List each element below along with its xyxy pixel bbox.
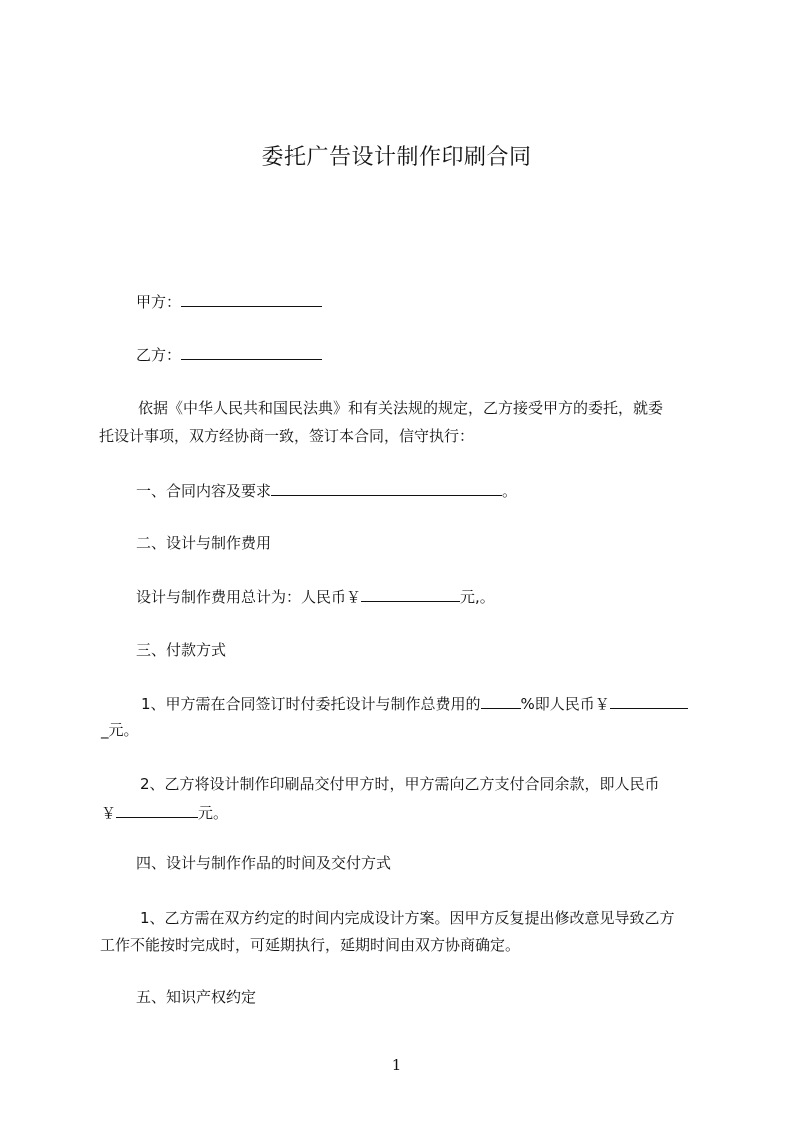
payment-2-prefix: ￥ — [101, 804, 117, 822]
payment-2-amount-blank[interactable] — [116, 801, 198, 818]
party-a-line — [136, 290, 716, 313]
section-1-line — [136, 479, 716, 502]
party-a-label: 甲方： — [136, 293, 182, 311]
intro-line-2: 托设计事项，双方经协商一致，签订本合同，信守执行： — [99, 427, 475, 445]
party-b-blank[interactable] — [181, 343, 322, 360]
fee-suffix: 元,。 — [460, 588, 495, 606]
fee-amount-blank[interactable] — [361, 585, 460, 602]
payment-2-suffix: 元。 — [198, 804, 229, 822]
payment-2-line-2 — [101, 801, 681, 824]
section-4-heading: 四、设计与制作作品的时间及交付方式 — [136, 854, 392, 872]
payment-1-percent-blank[interactable] — [481, 692, 521, 709]
payment-1-mid: %即人民币￥ — [520, 695, 610, 713]
party-b-label: 乙方： — [136, 346, 182, 364]
section-2-heading: 二、设计与制作费用 — [136, 534, 272, 552]
delivery-line-2: 工作不能按时完成时，可延期执行，延期时间由双方协商确定。 — [100, 936, 521, 954]
delivery-line-1: 1、乙方需在双方约定的时间内完成设计方案。因甲方反复提出修改意见导致乙方 — [140, 909, 675, 927]
page-number: 1 — [391, 1056, 402, 1074]
payment-2-line-1: 2、乙方将设计制作印刷品交付甲方时，甲方需向乙方支付合同余款，即人民币 — [140, 775, 660, 793]
section-1-label: 一、合同内容及要求 — [136, 482, 272, 500]
payment-1-amount-blank[interactable] — [610, 692, 688, 709]
section-3-heading: 三、付款方式 — [136, 641, 227, 659]
fee-line — [136, 585, 716, 608]
fee-prefix: 设计与制作费用总计为：人民币￥ — [136, 588, 362, 606]
section-1-end: 。 — [502, 482, 518, 500]
intro-line-1: 依据《中华人民共和国民法典》和有关法规的规定，乙方接受甲方的委托，就委 — [138, 399, 664, 417]
party-a-blank[interactable] — [181, 290, 322, 307]
section-1-blank[interactable] — [271, 479, 502, 496]
party-b-line — [136, 343, 716, 366]
section-5-heading: 五、知识产权约定 — [136, 988, 257, 1006]
payment-1-line — [141, 692, 721, 715]
payment-1-prefix: 1、甲方需在合同签订时付委托设计与制作总费用的 — [141, 695, 481, 713]
document-title: 委托广告设计制作印刷合同 — [261, 145, 532, 170]
payment-1-continuation: _元。 — [101, 721, 139, 739]
